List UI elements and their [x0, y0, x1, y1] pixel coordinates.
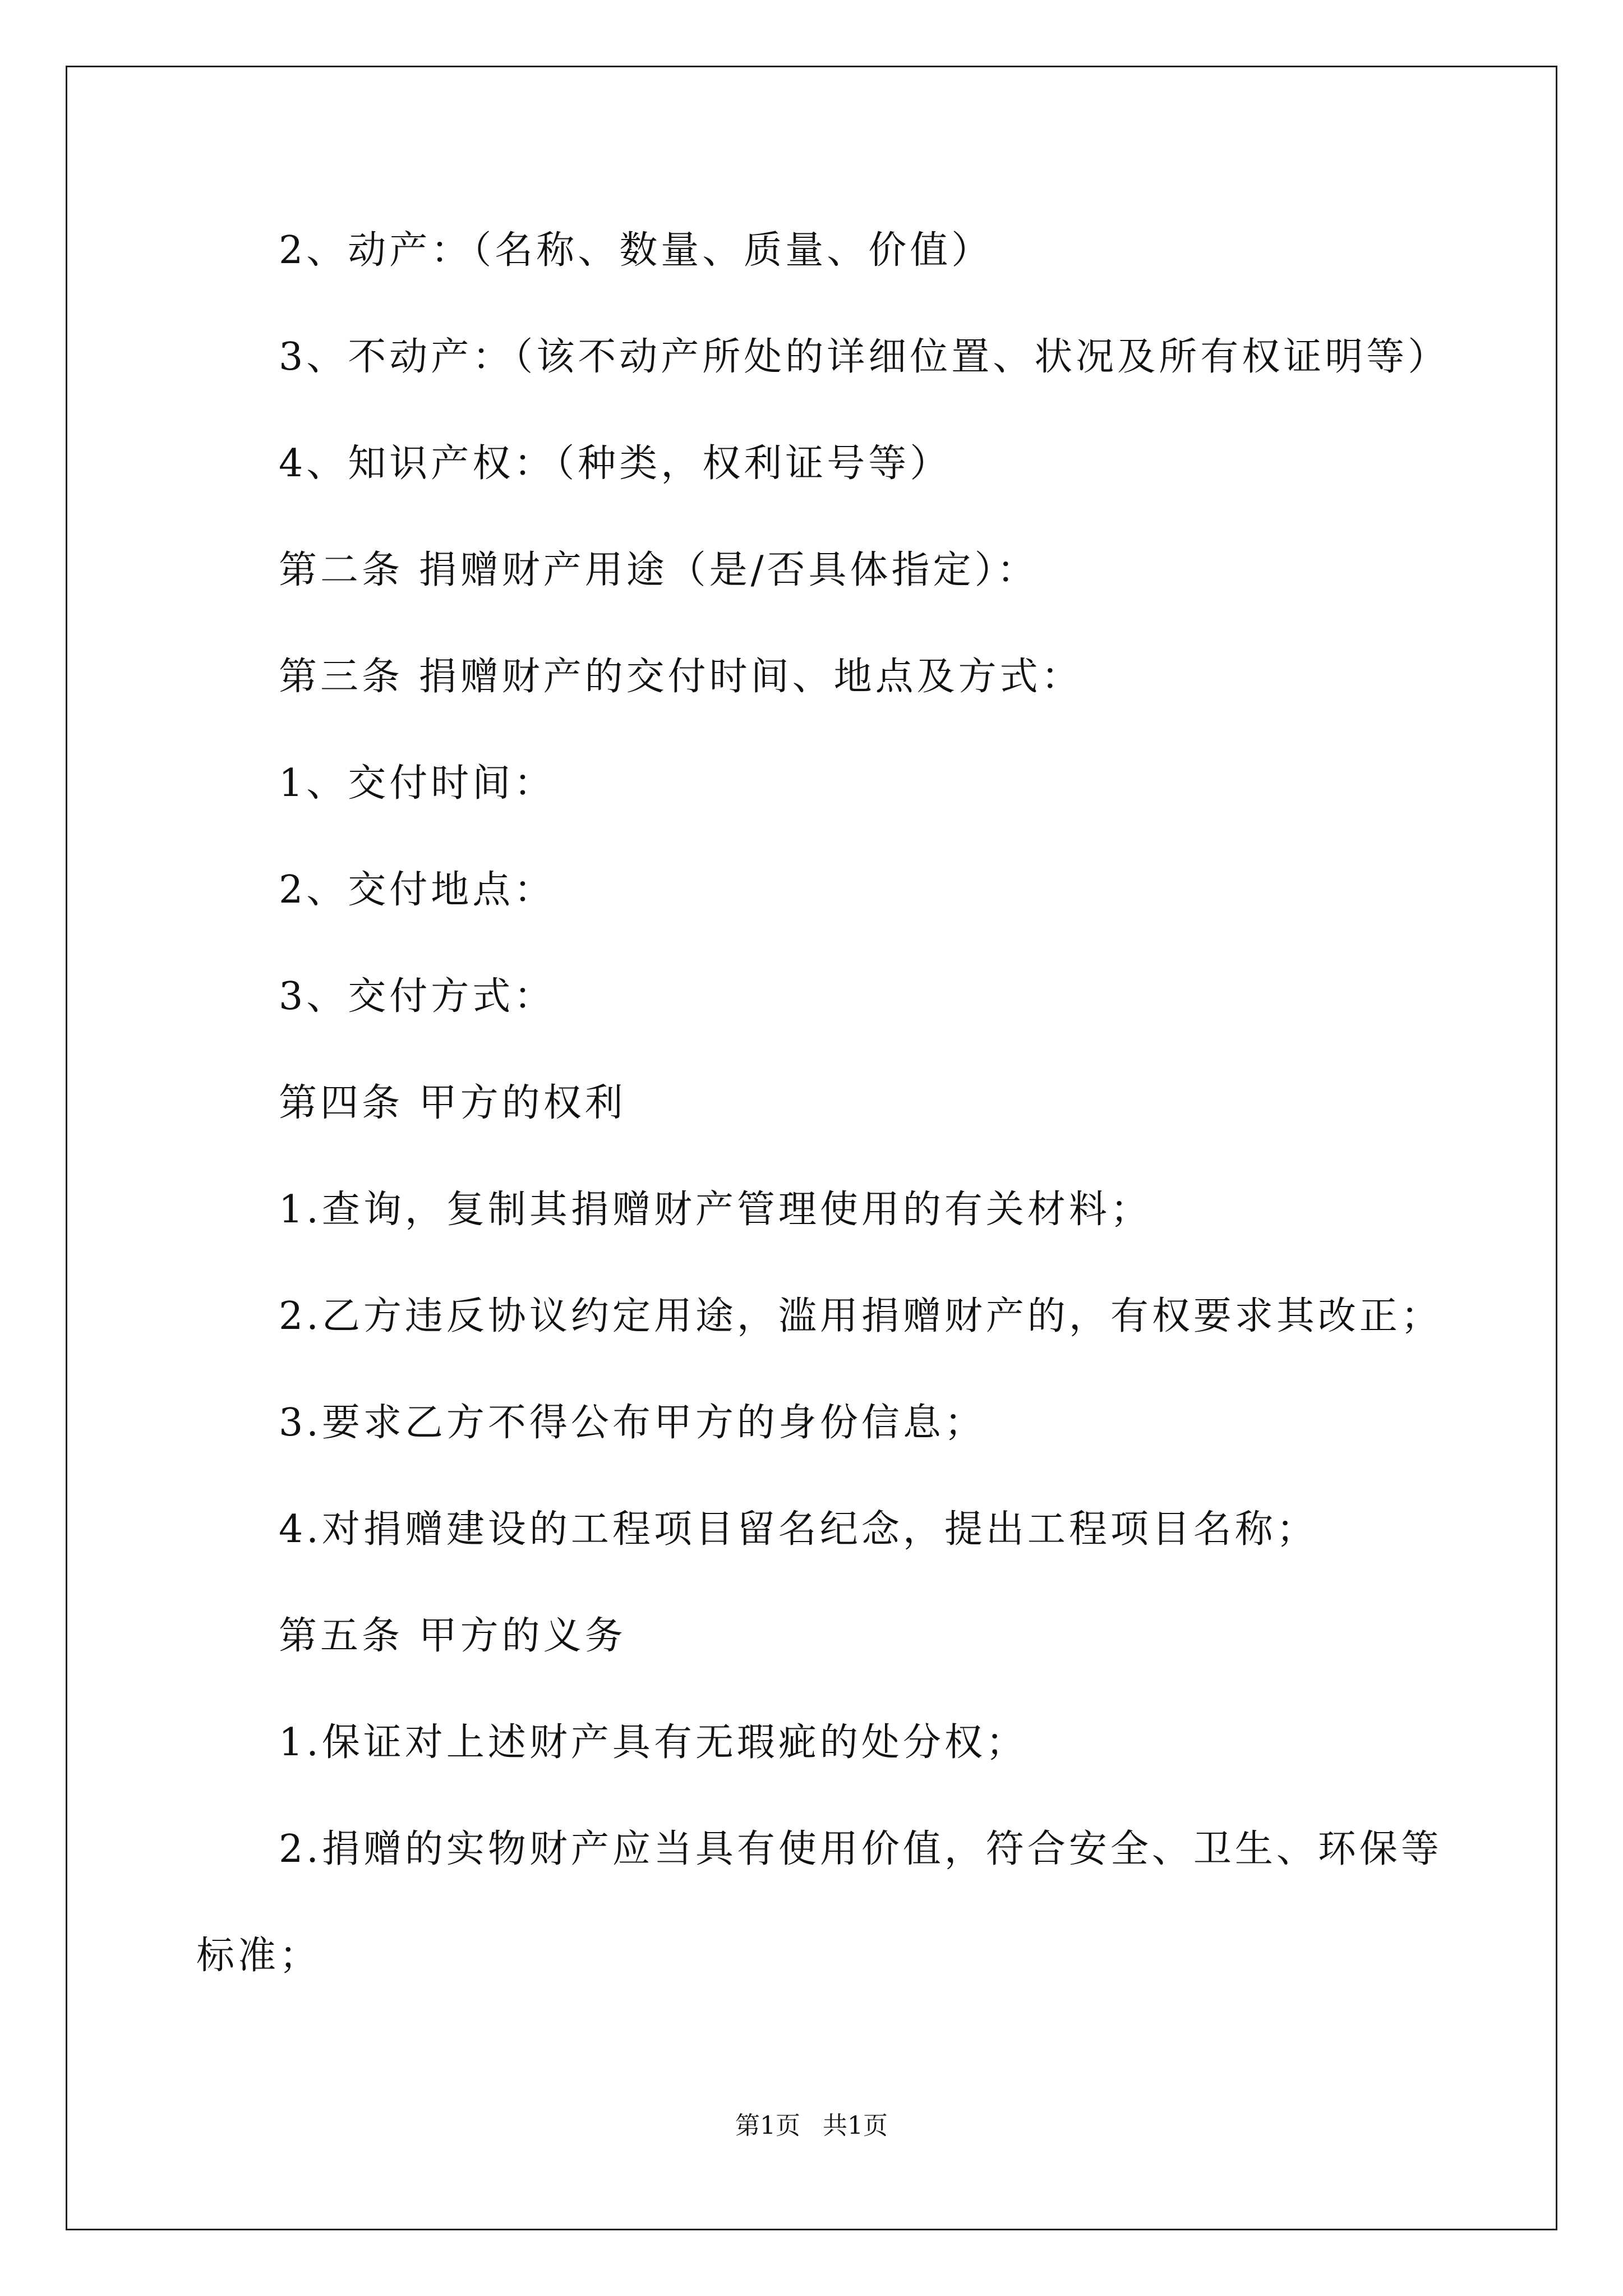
text-line: 1.保证对上述财产具有无瑕疵的处分权； [279, 1720, 1027, 1765]
page-number: 第1页 [735, 2111, 800, 2140]
article-heading: 第三条 捐赠财产的交付时间、地点及方式： [279, 655, 1083, 699]
page-footer [0, 2109, 1623, 2143]
text-line: 1、交付时间： [279, 761, 556, 806]
text-line: 4.对捐赠建设的工程项目留名纪念，提出工程项目名称； [279, 1507, 1318, 1552]
article-heading: 第四条 甲方的权利 [279, 1081, 626, 1125]
text-line: 3、不动产：（该不动产所处的详细位置、状况及所有权证明等） [279, 335, 1450, 379]
text-line: 3、交付方式： [279, 974, 556, 1019]
article-heading: 第二条 捐赠财产用途（是/否具体指定）： [279, 548, 1039, 592]
text-line: 2、动产：（名称、数量、质量、价值） [279, 228, 993, 273]
text-line: 2、交付地点： [279, 868, 556, 912]
text-line: 1.查询，复制其捐赠财产管理使用的有关材料； [279, 1188, 1152, 1232]
text-line-continuation: 标准； [196, 1934, 321, 1978]
text-line: 2.捐赠的实物财产应当具有使用价值，符合安全、卫生、环保等 [279, 1827, 1442, 1871]
text-line: 3.要求乙方不得公布甲方的身份信息； [279, 1401, 986, 1445]
article-heading: 第五条 甲方的义务 [279, 1614, 626, 1658]
page-total: 共1页 [823, 2111, 888, 2140]
text-line: 4、知识产权：（种类，权利证号等） [279, 441, 952, 486]
text-line: 2.乙方违反协议约定用途，滥用捐赠财产的，有权要求其改正； [279, 1294, 1442, 1338]
